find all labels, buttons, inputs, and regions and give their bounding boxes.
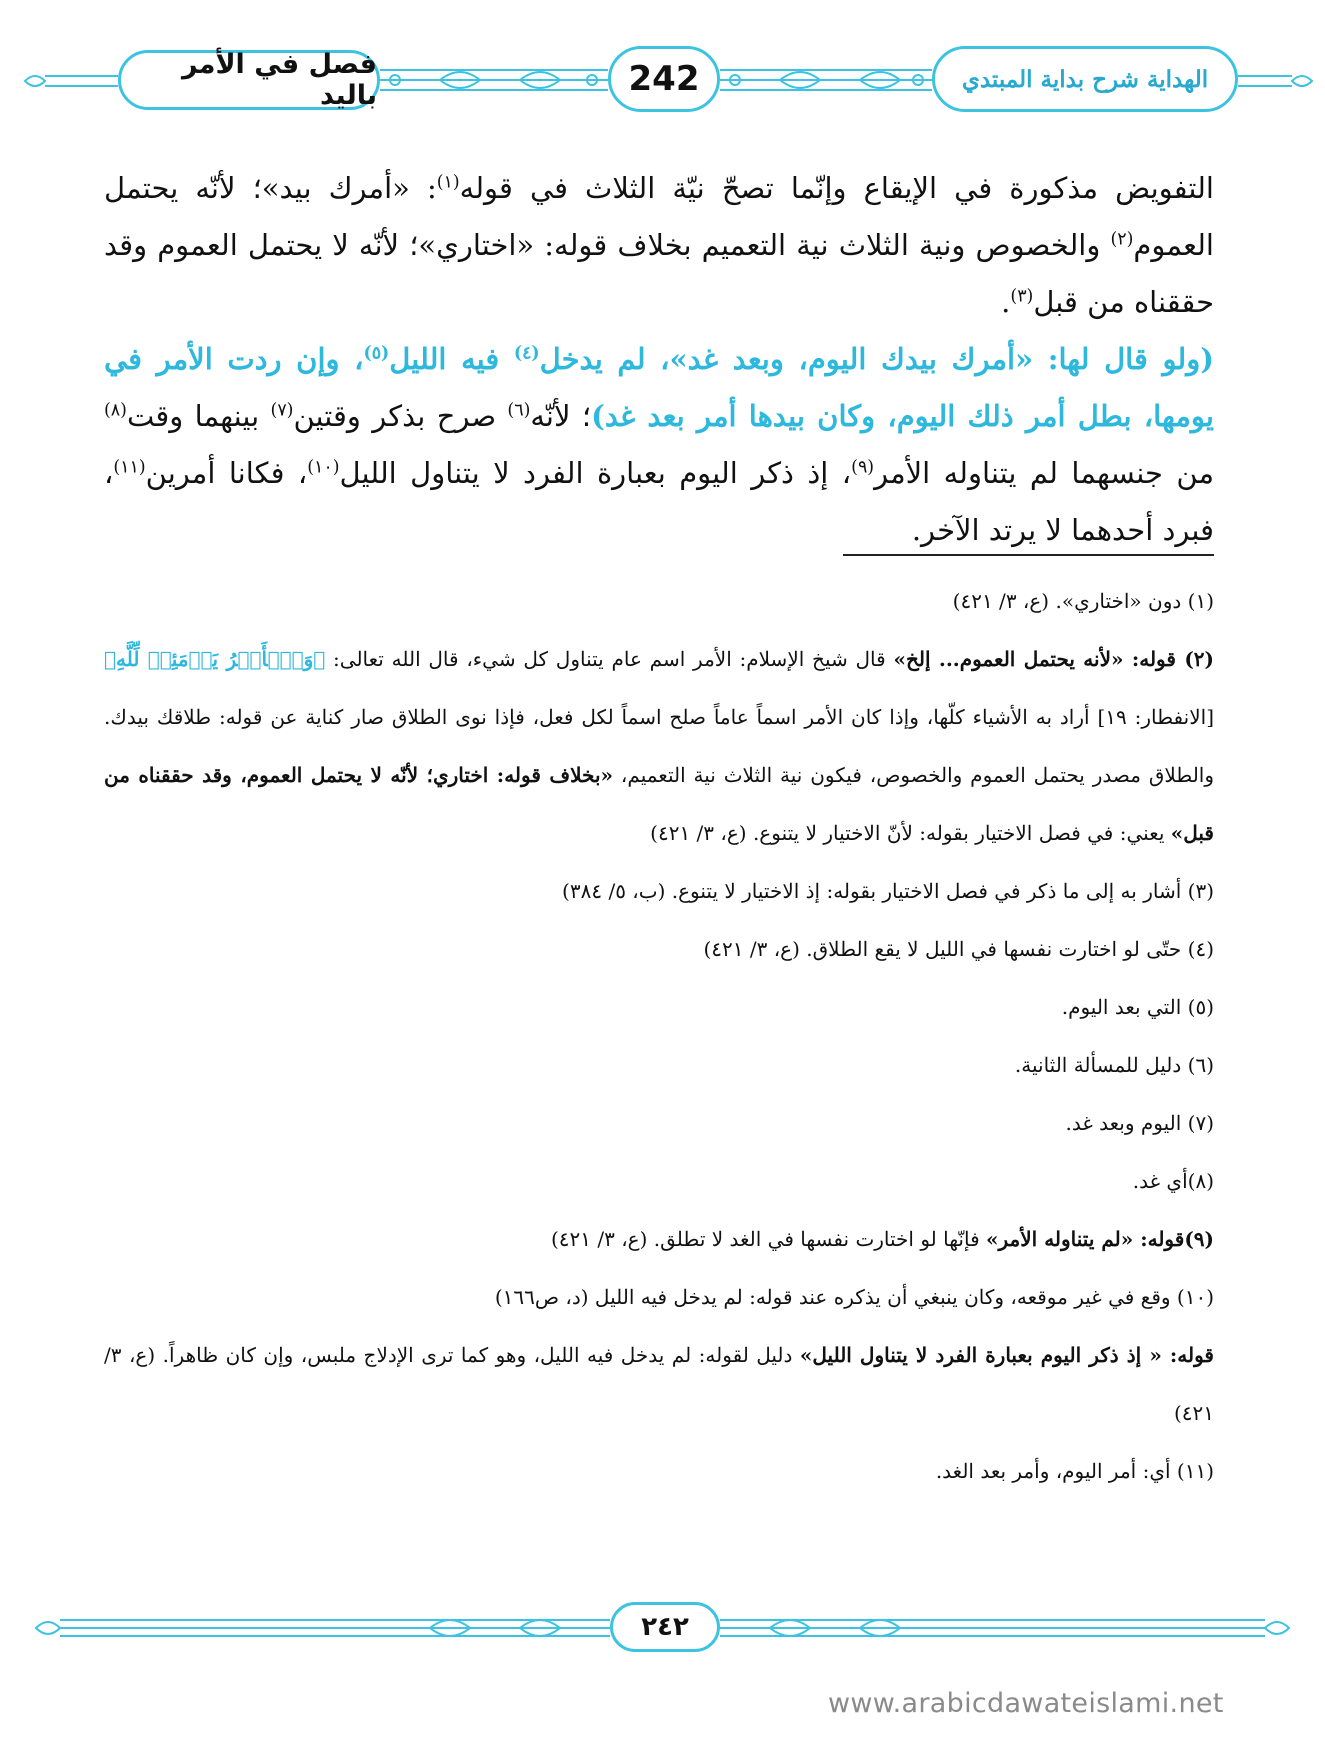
- footnote-5: (٥) التي بعد اليوم.: [1061, 995, 1214, 1019]
- footnote-separator: [843, 554, 1214, 556]
- footnote-6: (٦) دليل للمسألة الثانية.: [1014, 1053, 1214, 1077]
- footnote-ref[interactable]: (١٠): [307, 457, 340, 478]
- footnote-10-continued: قوله: « إذ ذكر اليوم بعبارة الفرد لا يتناول الليل» دليل لقوله: لم يدخل فيه الليل، وهو كما ترى الإدلاج ملبس، وإن كان ظاهراً. (ع، ٣/ ٤٢١): [104, 1343, 1214, 1425]
- main-text: [104, 160, 1214, 559]
- section-title: فصل في الأمر باليد: [118, 50, 380, 110]
- footnote-10: (١٠) وقع في غير موقعه، وكان ينبغي أن يذكره عند قوله: لم يدخل فيه الليل (د، ص١٦٦): [494, 1285, 1214, 1309]
- website-url[interactable]: www.arabicdawateislami.net: [828, 1688, 1224, 1719]
- footnote-ref[interactable]: (٤): [513, 343, 540, 364]
- footnote-ref[interactable]: (٢): [1110, 229, 1134, 250]
- footnote-3: (٣) أشار به إلى ما ذكر في فصل الاختيار بقوله: إذ الاختيار لا يتنوع. (ب، ٥/ ٣٨٤): [562, 879, 1214, 903]
- footer-page-number: ٢٤٢: [610, 1602, 720, 1652]
- footnote-11: (١١) أي: أمر اليوم، وأمر بعد الغد.: [935, 1459, 1214, 1483]
- footnote-ref[interactable]: (١): [436, 172, 460, 193]
- footnote-7: (٧) اليوم وبعد غد.: [1065, 1111, 1214, 1135]
- footnote-ref[interactable]: (١١): [113, 457, 146, 478]
- footnote-ref[interactable]: (٦): [507, 400, 531, 421]
- paragraph-1: التفويض مذكورة في الإيقاع وإنّما تصحّ نيّة الثلاث في قوله$^{(١)}$: «أمرك بيد»؛ لأنّه يحتمل العموم$^{(٢)}$ والخصوص ونية الثلاث نية التعميم بخلاف قوله: «اختاري»؛ لأنّه لا يحتمل العموم وقد حققناه من قبل$^{(٣)}$.: [104, 171, 1214, 319]
- footnote-ref[interactable]: (٨): [104, 400, 127, 421]
- footnote-ref[interactable]: (٥): [363, 343, 390, 364]
- matn-text: فيه الليل: [389, 342, 514, 376]
- page-number-badge: 242: [608, 46, 720, 112]
- footnote-ref[interactable]: (٩): [851, 457, 875, 478]
- footnote-4: (٤) حتّى لو اختارت نفسها في الليل لا يقع الطلاق. (ع، ٣/ ٤٢١): [703, 937, 1214, 961]
- matn-text: ، وإن ردت الأمر في يومها، بطل أمر ذلك اليوم، وكان بيدها أمر بعد غد): [104, 342, 1214, 433]
- paragraph-2: (ولو قال لها: «أمرك بيدك اليوم، وبعد غد»، لم يدخل$^{(٤)}$ فيه الليل$^{(٥)}$، وإن ردت الأمر في يومها، بطل أمر ذلك اليوم، وكان بيدها أمر بعد غد)؛ لأنّه$^{(٦)}$ صرح بذكر وقتين$^{(٧)}$ بينهما وقت$^{(٨)}$ من جنسهما لم يتناوله الأمر$^{(٩)}$، إذ ذكر اليوم بعبارة الفرد لا يتناول الليل$^{(١٠)}$، فكانا أمرين$^{(١١)}$، فبرد أحدهما لا يرتد الآخر.: [104, 342, 1214, 547]
- footnote-2: (٢) قوله: «لأنه يحتمل العموم... إلخ» قال شيخ الإسلام: الأمر اسم عام يتناول كل شيء، قال الله تعالى: ﴿وَٱلۡأَمۡرُ يَوۡمَئِذٖ لِّلَّهِ﴾ [الانفطار: ١٩] أراد به الأشياء كلّها، وإذا كان الأمر اسماً عاماً صلح اسماً لكل فعل، فإذا نوى الطلاق صار كناية عن قوله: طلاقك بيدك. والطلاق مصدر يحتمل العموم والخصوص، فيكون نية الثلاث نية التعميم، «بخلاف قوله: اختاري؛ لأنّه لا يحتمل العموم، وقد حققناه من قبل» يعني: في فصل الاختيار بقوله: لأنّ الاختيار لا يتنوع. (ع، ٣/ ٤٢١): [104, 647, 1215, 845]
- footnote-ref[interactable]: (٧): [270, 400, 294, 421]
- matn-text: (ولو قال لها: «أمرك بيدك اليوم، وبعد غد»، لم يدخل: [539, 342, 1214, 376]
- footnote-1: (١) دون «اختاري». (ع، ٣/ ٤٢١): [952, 589, 1214, 613]
- quran-verse: ﴿وَٱلۡأَمۡرُ يَوۡمَئِذٖ لِّلَّهِ﴾: [104, 647, 326, 671]
- page-header: [0, 0, 1325, 130]
- footnote-9: (٩)قوله: «لم يتناوله الأمر» فإنّها لو اختارت نفسها في الغد لا تطلق. (ع، ٣/ ٤٢١): [550, 1227, 1214, 1251]
- footnote-8: (٨)أي غد.: [1132, 1169, 1214, 1193]
- footnote-ref[interactable]: (٣): [1010, 286, 1034, 307]
- footnotes: [104, 572, 1214, 1500]
- book-title: الهداية شرح بداية المبتدي: [932, 46, 1238, 112]
